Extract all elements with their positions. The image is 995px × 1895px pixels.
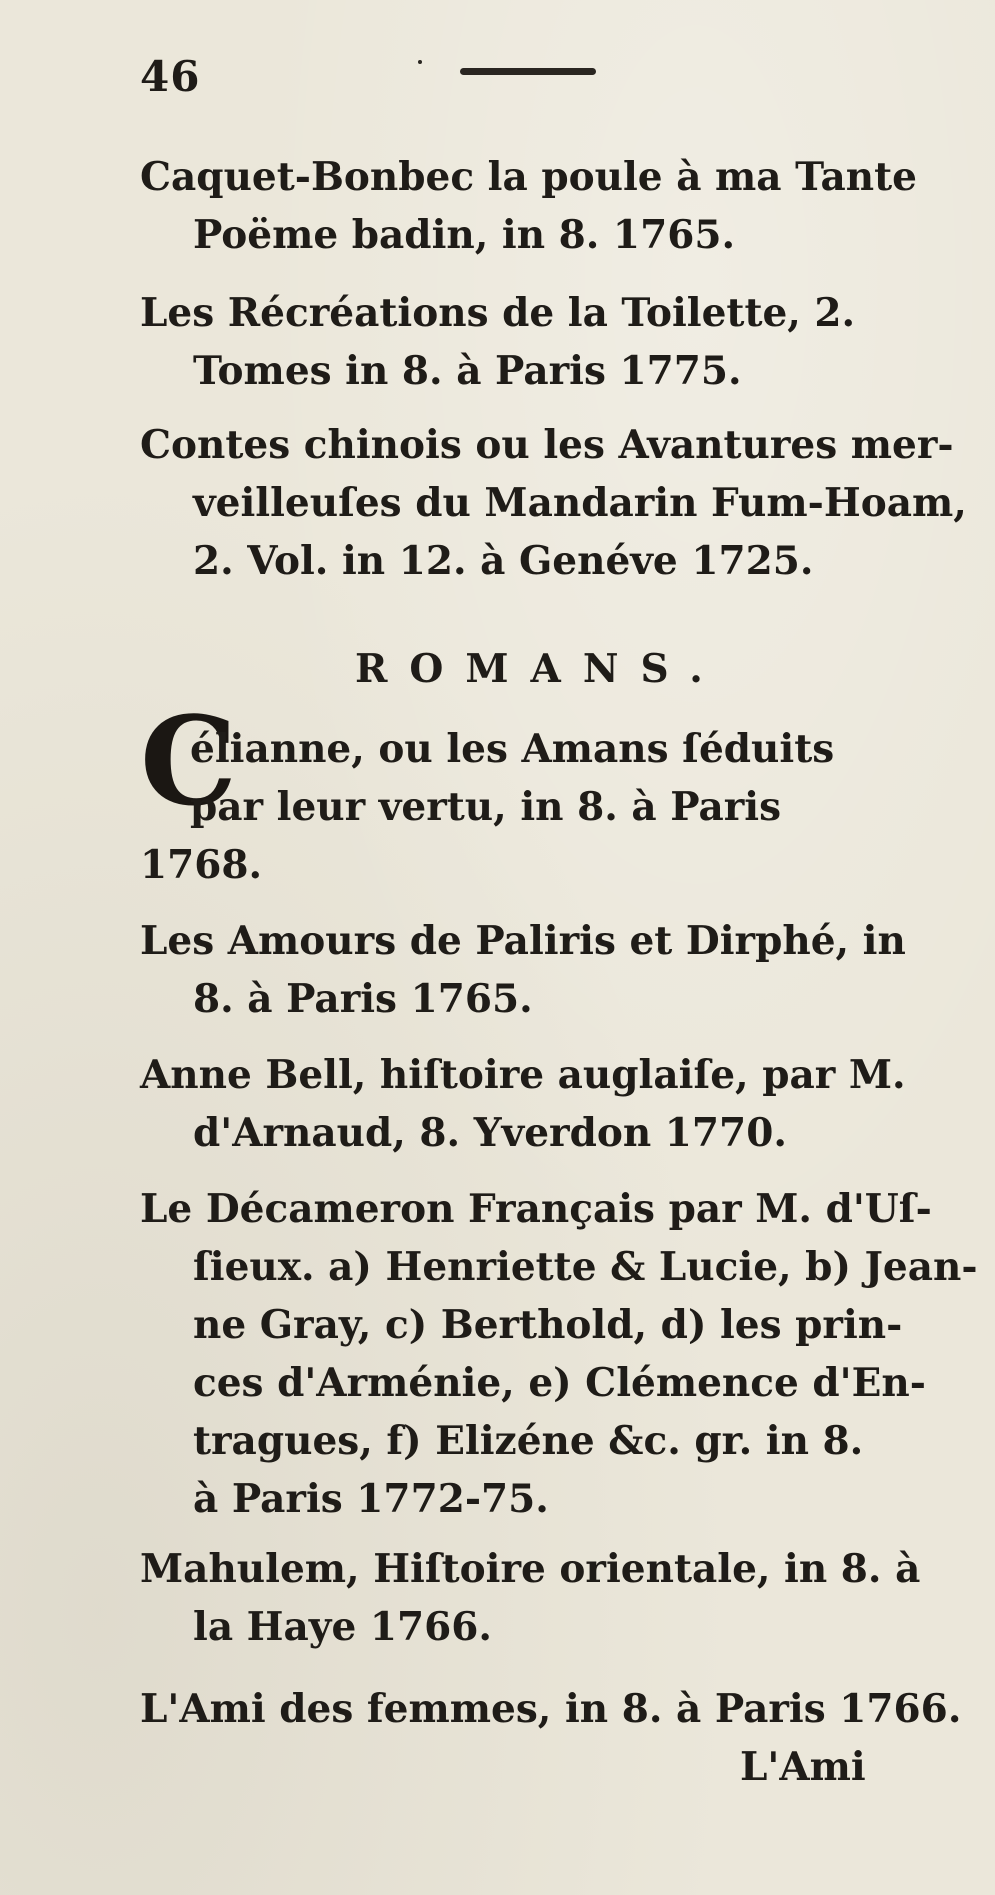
entry-recreations-toilette [140, 284, 940, 400]
entry-amours-paliris [140, 912, 940, 1028]
dropcap-initial: C [140, 689, 238, 833]
section-heading: ROMANS. [355, 646, 725, 692]
page-number: 46 [140, 52, 201, 101]
entry-ami-des-femmes [140, 1680, 962, 1738]
header-rule [460, 68, 596, 75]
entry-line: Les Amours de Paliris et Dirphé, in [140, 918, 906, 964]
entry-line: Tomes in 8. à Paris 1775. [193, 348, 742, 394]
entry-contes-chinois [140, 416, 967, 590]
entry-line: Les Récréations de la Toilette, 2. [140, 290, 856, 336]
entry-line: veilleuſes du Mandarin Fum-Hoam, [193, 480, 967, 526]
entry-line: ſieux. a) Henriette & Lucie, b) Jean- [193, 1244, 978, 1290]
entry-line: Poëme badin, in 8. 1765. [193, 212, 736, 258]
entry-line: la Haye 1766. [193, 1604, 492, 1650]
entry-line: L'Ami des femmes, in 8. à Paris 1766. [140, 1686, 962, 1732]
entry-mahulem [140, 1540, 940, 1656]
entry-line: à Paris 1772-75. [193, 1476, 549, 1522]
entry-decameron [140, 1180, 978, 1528]
entry-line: 2. Vol. in 12. à Genéve 1725. [193, 538, 814, 584]
catchword: L'Ami [740, 1744, 866, 1790]
entry-celianne [140, 720, 940, 894]
entry-line: ces d'Arménie, e) Clémence d'En- [193, 1360, 926, 1406]
entry-line: 1768. [140, 842, 263, 888]
entry-line: tragues, f) Elizéne &c. gr. in 8. [193, 1418, 864, 1464]
entry-line: Contes chinois ou les Avantures mer- [140, 422, 954, 468]
entry-line: élianne, ou les Amans ſéduits [190, 726, 835, 772]
entry-line: par leur vertu, in 8. à Paris [190, 784, 782, 830]
entry-line: d'Arnaud, 8. Yverdon 1770. [193, 1110, 787, 1156]
entry-line: Caquet-Bonbec la poule à ma Tante [140, 154, 917, 200]
entry-line: ne Gray, c) Berthold, d) les prin- [193, 1302, 903, 1348]
entry-line: 8. à Paris 1765. [193, 976, 533, 1022]
entry-line: Mahulem, Hiſtoire orientale, in 8. à [140, 1546, 921, 1592]
ornament-dot [418, 60, 422, 64]
entry-anne-bell [140, 1046, 940, 1162]
entry-line: Le Décameron Français par M. d'Uſ- [140, 1186, 932, 1232]
entry-line: Anne Bell, hiſtoire auglaiſe, par M. [140, 1052, 906, 1098]
entry-caquet-bonbec [140, 148, 940, 264]
